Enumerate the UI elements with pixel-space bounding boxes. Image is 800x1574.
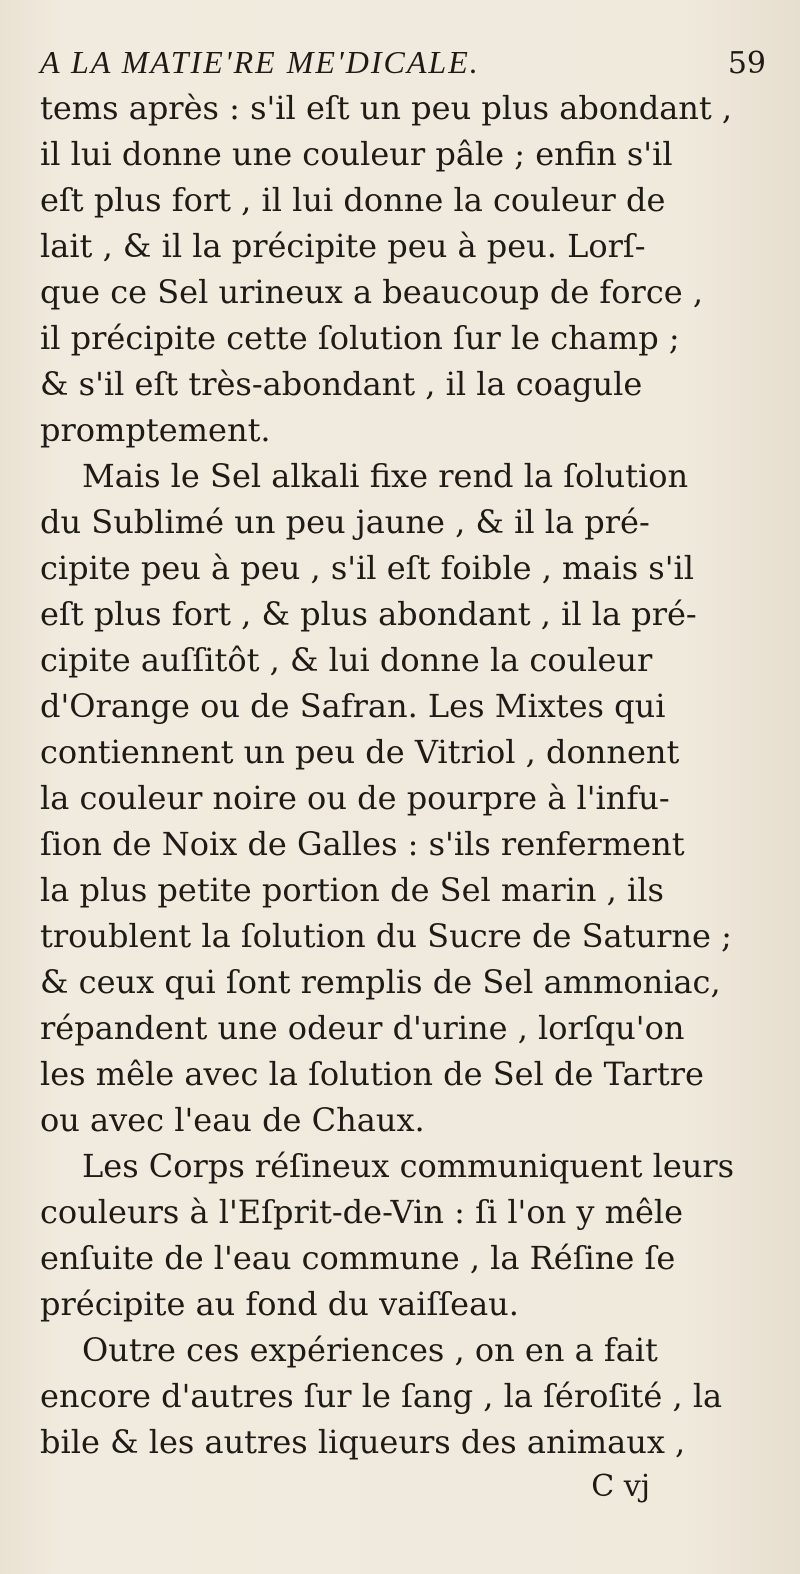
signature-mark: C vj (591, 1469, 650, 1504)
text-line: du Sublimé un peu jaune , & il la pré- (40, 503, 650, 541)
text-line: couleurs à l'Eſprit-de-Vin : ſi l'on y mêle (40, 1193, 684, 1231)
text-line: lait , & il la précipite peu à peu. Lorſ- (40, 227, 646, 265)
text-line: ou avec l'eau de Chaux. (40, 1101, 425, 1139)
body-text (40, 85, 770, 1465)
text-line: & ceux qui ſont remplis de Sel ammoniac, (40, 963, 721, 1001)
text-line: Les Corps réſineux communiquent leurs (82, 1147, 735, 1185)
text-line: il lui donne une couleur pâle ; enfin s'il (40, 135, 673, 173)
text-line: répandent une odeur d'urine , lorſqu'on (40, 1009, 685, 1047)
text-line: d'Orange ou de Safran. Les Mixtes qui (40, 687, 666, 725)
text-line: la couleur noire ou de pourpre à l'infu- (40, 779, 670, 817)
running-head (40, 44, 770, 81)
text-line: il précipite cette ſolution ſur le champ ; (40, 319, 680, 357)
text-line: contiennent un peu de Vitriol , donnent (40, 733, 680, 771)
text-line: cipite peu à peu , s'il eſt foible , mais s'il (40, 549, 694, 587)
text-line: bile & les autres liqueurs des animaux , (40, 1423, 686, 1461)
text-line: Outre ces expériences , on en a fait (82, 1331, 658, 1369)
text-line: encore d'autres ſur le ſang , la ſéroſité , la (40, 1377, 723, 1415)
text-line: tems après : s'il eſt un peu plus abondant , (40, 89, 733, 127)
page-number: 59 (727, 46, 766, 81)
text-line: les mêle avec la ſolution de Sel de Tartre (40, 1055, 704, 1093)
text-line: promptement. (40, 411, 271, 449)
text-line: eſt plus fort , il lui donne la couleur de (40, 181, 666, 219)
text-line: précipite au fond du vaiſſeau. (40, 1285, 519, 1323)
text-line: Mais le Sel alkali fixe rend la ſolution (82, 457, 689, 495)
text-line: troublent la ſolution du Sucre de Saturne ; (40, 917, 732, 955)
text-line: ſion de Noix de Galles : s'ils renferment (40, 825, 685, 863)
text-line: la plus petite portion de Sel marin , ils (40, 871, 664, 909)
running-title: A LA MATIE'RE ME'DICALE. (40, 44, 480, 80)
text-line: & s'il eſt très-abondant , il la coagule (40, 365, 643, 403)
text-line: que ce Sel urineux a beaucoup de force , (40, 273, 704, 311)
text-line: eſt plus fort , & plus abondant , il la pré- (40, 595, 697, 633)
text-line: enſuite de l'eau commune , la Réſine ſe (40, 1239, 676, 1277)
text-line: cipite auſſitôt , & lui donne la couleur (40, 641, 653, 679)
